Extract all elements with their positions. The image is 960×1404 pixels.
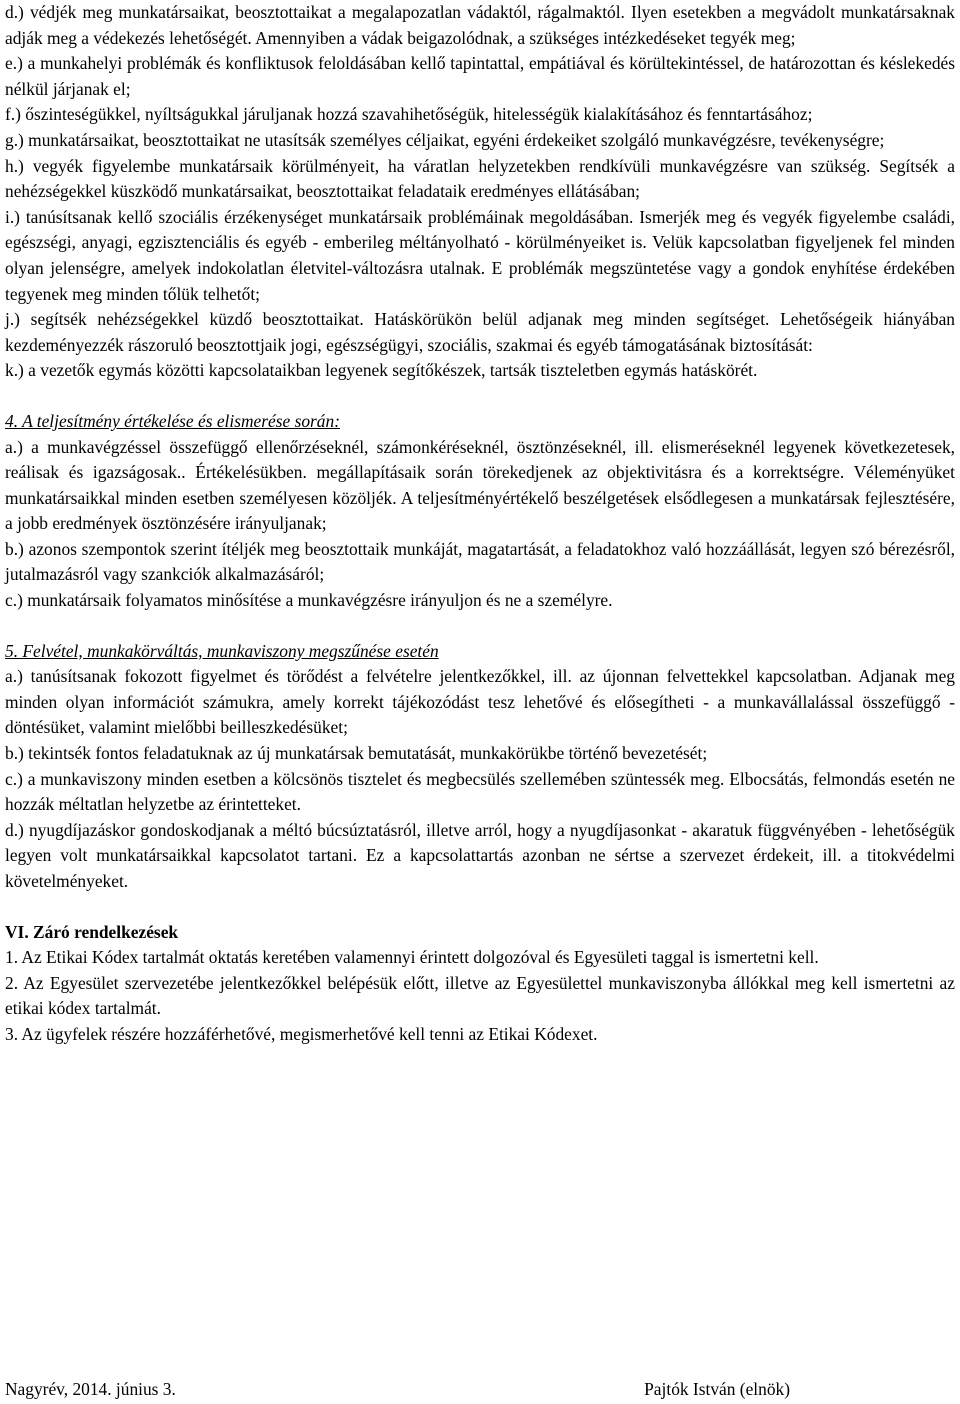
paragraph-i-cont: Ismerjék meg és vegyék figyelembe családi, egészségi, anyagi, egzisztenciális és egyéb - emberileg méltányolható - körülményeiket is. Velük kapcsolatban figyeljenek fel minden olyan jelenségre, amelyek indokolatlan életvitel-változásra utalnak. E problémák megszüntetése vagy a gondok enyhítése érdekében tegyenek meg minden tőlük telhetőt;: [5, 206, 955, 304]
document-page: [5, 0, 955, 1048]
spacer: [5, 384, 955, 409]
chapter-6-item-1: 1. Az Etikai Kódex tartalmát oktatás keretében valamennyi érintett dolgozóval és Egyesületi taggal is ismertetni kell.: [5, 947, 819, 968]
chapter-6-item-3: 3. Az ügyfelek részére hozzáférhetővé, megismerhetővé kell tenni az Etikai Kódexet.: [5, 1023, 598, 1044]
paragraph-d: d.) védjék meg munkatársaikat, beosztottaikat a megalapozatlan vádaktól, rágalmaktól. Ilyen esetekben a megvádolt munkatársaknak adják meg a védekezés lehetőségét. Amennyiben a vádak beigazolódnak, a szükséges intézkedéseket tegyék meg;: [5, 2, 955, 48]
chapter-6-heading: VI. Záró rendelkezések: [5, 921, 179, 942]
section-5-heading: 5. Felvétel, munkakörváltás, munkaviszony megszűnése esetén: [5, 640, 439, 661]
paragraph-h-lead: h.) vegyék figyelembe munkatársaik körülményeit, ha váratlan helyzetekben rendkívüli munkavégzésre van szükség.: [5, 155, 871, 176]
signer-name: Pajtók István (elnök): [644, 1379, 790, 1399]
section-4-item-b: b.) azonos szempontok szerint ítéljék meg beosztottaik munkáját, magatartását, a feladatokhoz való hozzáállását, legyen szó bérezésről, jutalmazásról vagy szankciók alkalmazásáról;: [5, 538, 955, 585]
section-5-item-c: c.) a munkaviszony minden esetben a kölcsönös tisztelet és megbecsülés szellemében szüntessék meg. Elbocsátás, felmondás esetén ne hozzák méltatlan helyzetbe az érintetteket.: [5, 768, 955, 815]
spacer: [5, 895, 955, 920]
paragraph-e: e.) a munkahelyi problémák és konfliktusok feloldásában kellő tapintattal, empátiával és körültekintéssel, de határozottan és késlekedés nélkül járjanak el;: [5, 53, 955, 99]
paragraph-j: j.) segítsék nehézségekkel küzdő beosztottaikat. Hatáskörükön belül adjanak meg minden segítséget. Lehetőségeik hiányában kezdeményezzék rászoruló beosztottjaik jogi, egészségügyi, szociális, szakmai és egyéb támogatásának biztosítását:: [5, 309, 955, 355]
section-4-heading: 4. A teljesítmény értékelése és elismerése során:: [5, 410, 340, 431]
paragraph-g: g.) munkatársaikat, beosztottaikat ne utasítsák személyes céljaikat, egyéni érdekeiket szolgáló munkavégzésre, tevékenységre;: [5, 129, 885, 150]
section-5-item-b: b.) tekintsék fontos feladatuknak az új munkatársak bemutatását, munkakörükbe történő bevezetését;: [5, 743, 708, 764]
section-4-item-c: c.) munkatársaik folyamatos minősítése a munkavégzésre irányuljon és ne a személyre.: [5, 590, 613, 611]
signature-row: [5, 1377, 955, 1403]
paragraph-f: f.) őszinteségükkel, nyíltságukkal járuljanak hozzá szavahihetőségük, hitelességük kialakításához és fenntartásához;: [5, 104, 813, 125]
section-5-item-a: a.) tanúsítsanak fokozott figyelmet és törődést a felvételre jelentkezőkkel, ill. az újonnan felvettekkel kapcsolatban. Adjanak meg minden olyan információt számukra, amely korrekt tájékozódást tesz lehetővé és elősegítheti - a munkavállalással összefüggő - döntésüket, valamint mielőbbi beilleszkedésüket;: [5, 666, 955, 738]
paragraph-i: [5, 205, 955, 307]
paragraph-h: [5, 154, 955, 205]
paragraph-i-lead: i.) tanúsítsanak kellő szociális érzékenységet munkatársaik problémáinak megoldásában.: [5, 206, 634, 227]
section-5-item-d: d.) nyugdíjazáskor gondoskodjanak a méltó búcsúztatásról, illetve arról, hogy a nyugdíjasonkat - akaratuk függvényében - lehetőségük legyen volt munkatársaikkal kapcsolatot tartani. Ez a kapcsolattartás azonban ne sértse a szervezet érdekeit, ill. a titokvédelmi követelményeket.: [5, 819, 955, 891]
paragraph-h-cont: Segítsék a nehézségekkel küszködő munkatársaikat, beosztottaikat feladataik eredményes ellátásában;: [5, 155, 955, 202]
paragraph-k: k.) a vezetők egymás közötti kapcsolataikban legyenek segítőkészek, tartsák tiszteletben egymás hatáskörét.: [5, 360, 758, 381]
spacer: [5, 614, 955, 639]
section-4-item-a: a.) a munkavégzéssel összefüggő ellenőrzéseknél, számonkéréseknél, ösztönzéseknél, ill. elismeréseknél legyenek következetesek, reálisak és igazságosak.. Értékelésükben. megállapításaik során törekedjenek az objektivitásra és a korrektségre. Véleményüket munkatársaikkal minden esetben személyesen közöljék. A teljesítményértékelő beszélgetések elsődlegesen a munkatársak fejlesztésére, a jobb eredmények ösztönzésére irányuljanak;: [5, 436, 955, 534]
place-date: Nagyrév, 2014. június 3.: [5, 1379, 176, 1399]
chapter-6-item-2: 2. Az Egyesület szervezetébe jelentkezőkkel belépésük előtt, illetve az Egyesülettel munkaviszonyba állókkal meg kell ismertetni az etikai kódex tartalmát.: [5, 972, 955, 1019]
